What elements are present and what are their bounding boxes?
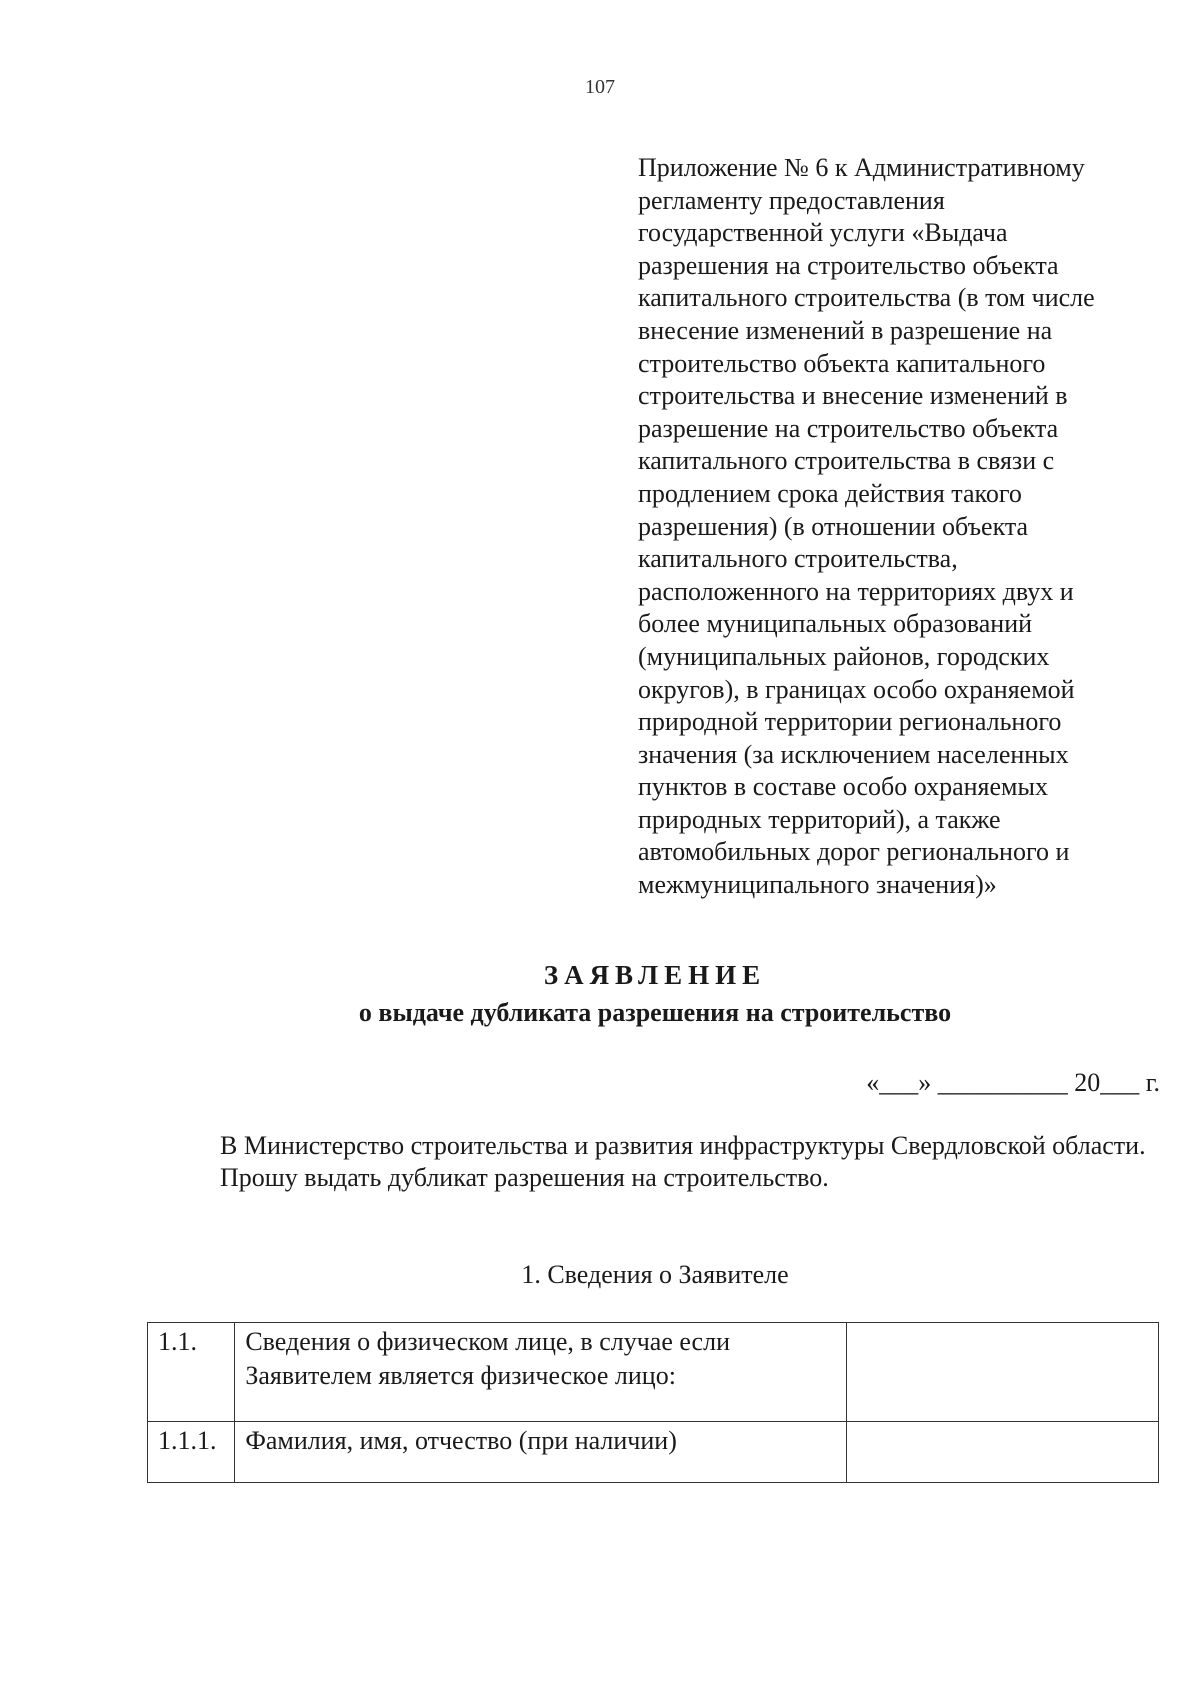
appendix-line: разрешения на строительство объекта	[638, 250, 1059, 280]
applicant-table	[147, 1322, 1159, 1483]
appendix-line: межмуниципального значения)»	[638, 870, 997, 900]
appendix-line: капитального строительства (в том числе	[638, 283, 1095, 313]
appendix-header	[638, 152, 1158, 902]
appendix-line: продлением срока действия такого	[638, 478, 1022, 508]
appendix-line: регламенту предоставления	[638, 185, 945, 215]
appendix-line: строительство объекта капитального	[638, 348, 1046, 378]
appendix-line: капитального строительства в связи с	[638, 446, 1055, 476]
table-row	[148, 1323, 1159, 1422]
appendix-line: (муниципальных районов, городских	[638, 641, 1050, 671]
appendix-line: расположенного на территориях двух и	[638, 576, 1074, 606]
appendix-line: разрешение на строительство объекта	[638, 413, 1059, 443]
table-row	[148, 1422, 1159, 1483]
row-description: Сведения о физическом лице, в случае если Заявителем является физическое лицо:	[235, 1323, 846, 1422]
document-subtitle: о выдаче дубликата разрешения на строительство	[358, 998, 952, 1027]
appendix-line: значения (за исключением населенных	[638, 739, 1069, 769]
addressee-paragraph: В Министерство строительства и развития инфраструктуры Свердловской области.	[220, 1131, 1146, 1160]
row-description: Фамилия, имя, отчество (при наличии)	[235, 1422, 846, 1483]
appendix-line: автомобильных дорог регионального и	[638, 837, 1070, 867]
row-value-field[interactable]	[846, 1323, 1158, 1422]
appendix-line: природной территории регионального	[638, 707, 1062, 737]
page-number: 107	[585, 76, 615, 98]
request-paragraph: Прошу выдать дубликат разрешения на строительство.	[220, 1163, 829, 1192]
appendix-line: природных территорий), а также	[638, 804, 1001, 834]
appendix-line: более муниципальных образований	[638, 609, 1033, 639]
appendix-line: пунктов в составе особо охраняемых	[638, 772, 1048, 802]
row-value-field[interactable]	[846, 1422, 1158, 1483]
document-title: ЗАЯВЛЕНИЕ	[543, 960, 767, 990]
row-number: 1.1.	[148, 1323, 235, 1422]
appendix-line: капитального строительства,	[638, 544, 958, 574]
appendix-line: разрешения) (в отношении объекта	[638, 511, 1029, 541]
appendix-line: внесение изменений в разрешение на	[638, 315, 1053, 345]
row-number: 1.1.1.	[148, 1422, 235, 1483]
appendix-line: округов), в границах особо охраняемой	[638, 674, 1075, 704]
appendix-line: государственной услуги «Выдача	[638, 218, 1008, 248]
appendix-line: строительства и внесение изменений в	[638, 381, 1068, 411]
appendix-line: Приложение № 6 к Административному	[638, 153, 1085, 182]
date-line: «___» __________ 20___ г.	[866, 1068, 1160, 1097]
body-text	[148, 1130, 1160, 1194]
section-title: 1. Сведения о Заявителе	[521, 1260, 789, 1289]
